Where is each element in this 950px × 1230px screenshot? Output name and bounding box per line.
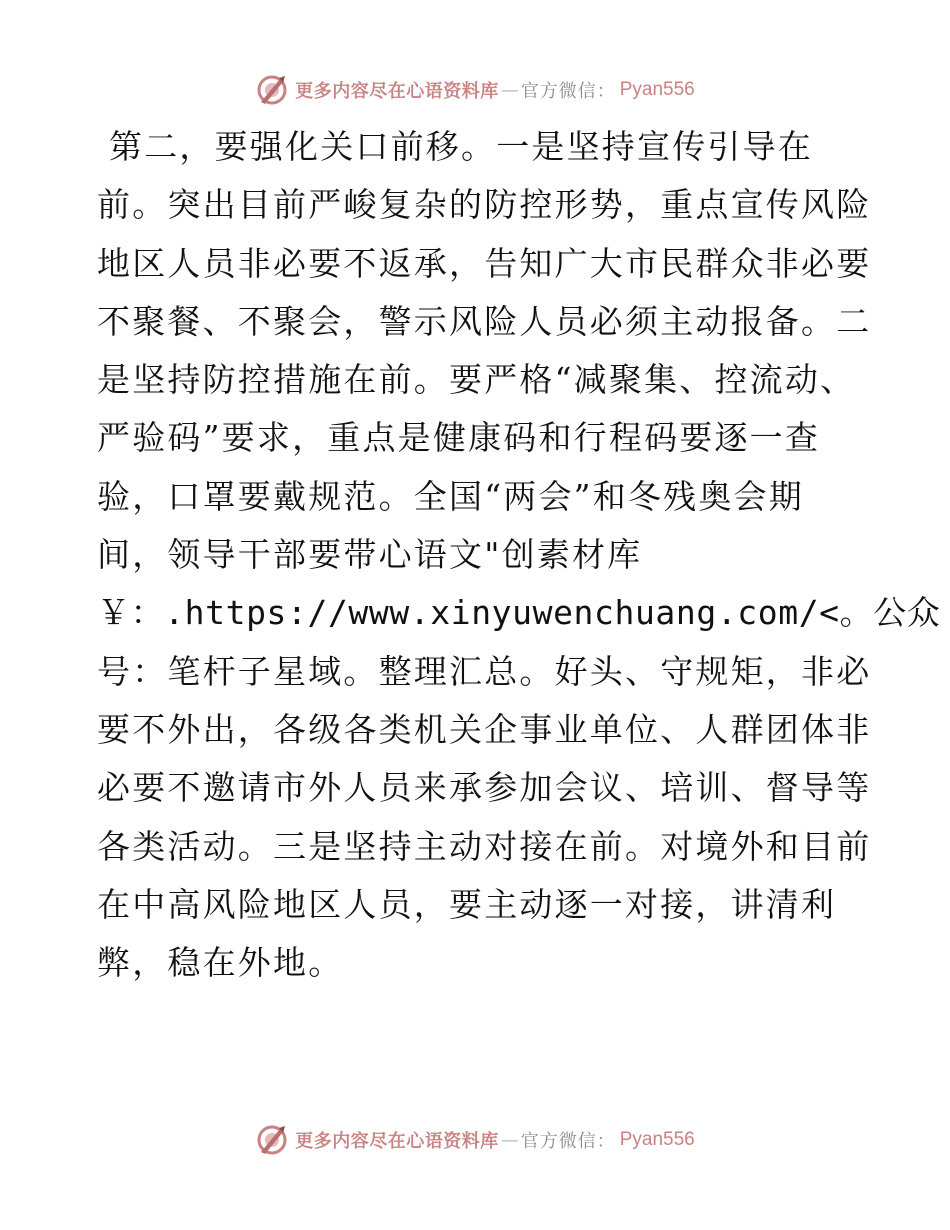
body-line: 各类活动。三是坚持主动对接在前。对境外和目前 xyxy=(97,826,872,866)
body-line-url: ￥：.https://www.xinyuwenchuang.com/<。公众 xyxy=(97,593,941,633)
footer-watermark-banner xyxy=(0,1120,950,1160)
body-line: 严验码”要求，重点是健康码和行程码要逐一查 xyxy=(97,418,821,458)
header-watermark-banner xyxy=(0,70,950,110)
body-line: 号：笔杆子星域。整理汇总。好头、守规矩，非必 xyxy=(97,651,872,691)
body-line: 弊，稳在外地。 xyxy=(97,943,344,983)
quill-seal-icon xyxy=(255,1123,289,1157)
body-line: 地区人员非必要不返承，告知广大市民群众非必要 xyxy=(97,243,872,283)
banner-separator: — xyxy=(500,79,519,101)
wechat-label: 官方微信： xyxy=(520,1131,616,1152)
wechat-label: 官方微信： xyxy=(520,81,616,102)
wechat-id: Pyan556 xyxy=(619,79,695,100)
quill-seal-icon xyxy=(255,73,289,107)
body-line: 要不外出，各级各类机关企事业单位、人群团体非 xyxy=(97,709,872,749)
site-name: 更多内容尽在心语资料库 xyxy=(295,1131,499,1152)
body-line: 在中高风险地区人员，要主动逐一对接，讲清利 xyxy=(97,884,837,924)
wechat-id: Pyan556 xyxy=(619,1129,695,1150)
body-line: 是坚持防控措施在前。要严格“减聚集、控流动、 xyxy=(97,360,856,400)
document-body xyxy=(97,118,941,992)
body-line: 前。突出目前严峻复杂的防控形势，重点宣传风险 xyxy=(97,185,872,225)
body-line: 间，领导干部要带心语文"创素材库 xyxy=(97,535,643,575)
body-line: 不聚餐、不聚会，警示风险人员必须主动报备。二 xyxy=(97,301,872,341)
body-line: 必要不邀请市外人员来承参加会议、培训、督导等 xyxy=(97,768,872,808)
body-line: 验，口罩要戴规范。全国“两会”和冬残奥会期 xyxy=(97,476,804,516)
site-name: 更多内容尽在心语资料库 xyxy=(295,81,499,102)
body-line: 第二，要强化关口前移。一是坚持宣传引导在 xyxy=(109,127,813,166)
banner-separator: — xyxy=(500,1129,519,1151)
